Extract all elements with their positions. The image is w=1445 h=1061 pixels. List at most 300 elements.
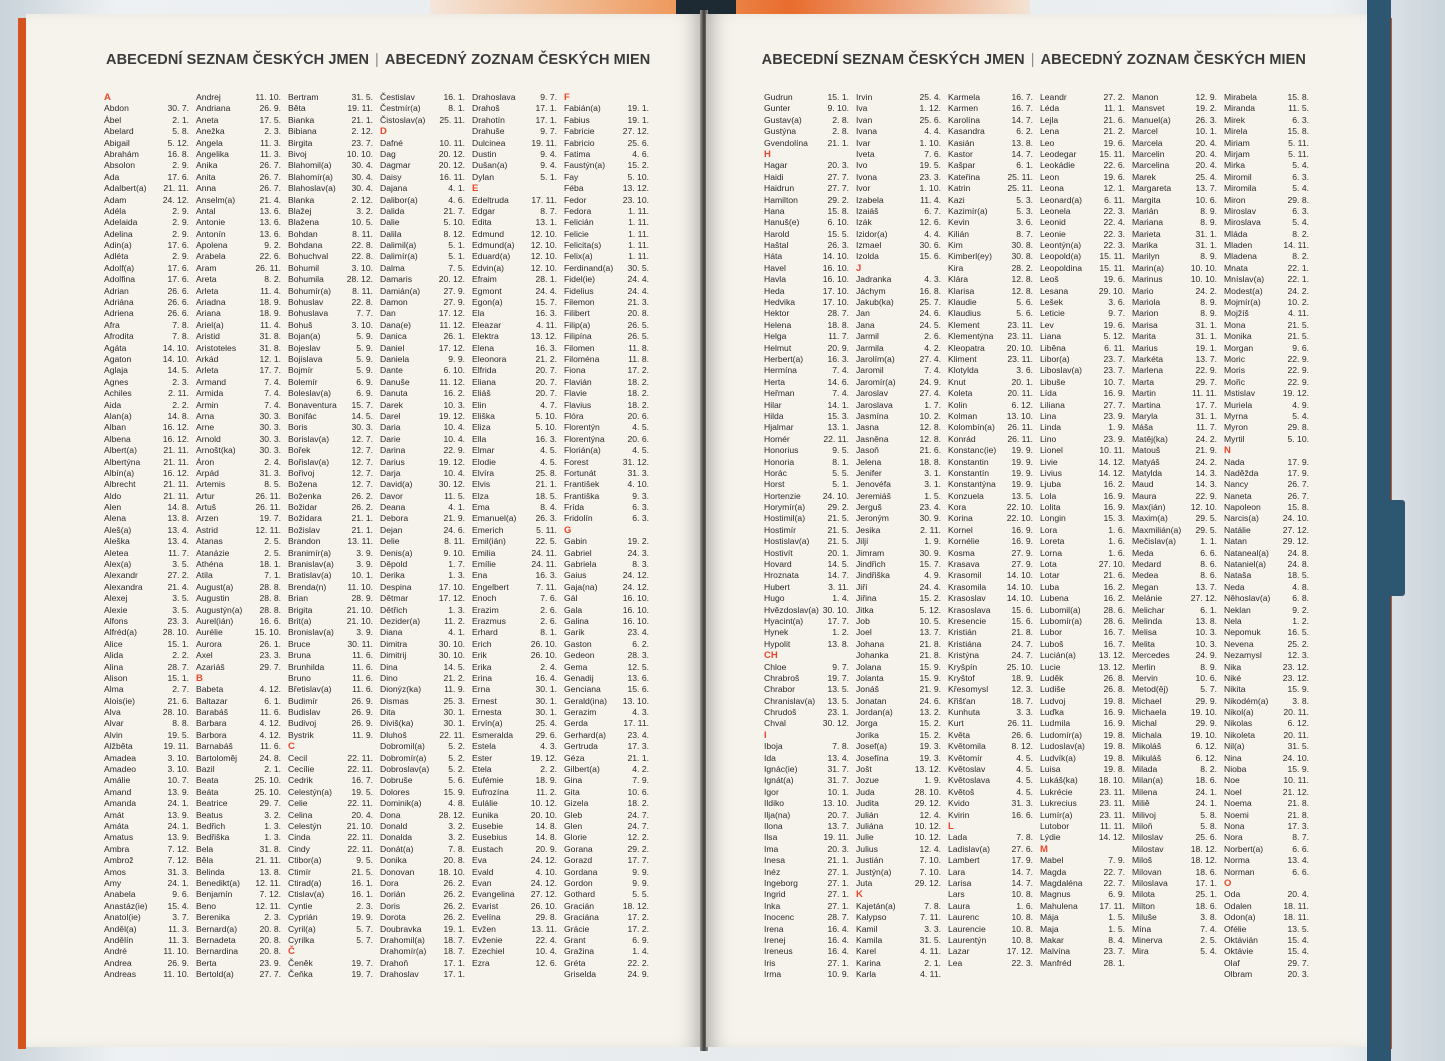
name-text: Iboja bbox=[764, 741, 783, 752]
name-entry bbox=[564, 798, 652, 809]
name-text: Edmund bbox=[472, 228, 505, 239]
name-entry bbox=[856, 411, 944, 422]
name-entry bbox=[380, 798, 468, 809]
name-entry bbox=[380, 525, 468, 536]
name-entry bbox=[1132, 787, 1220, 798]
name-day-date: 13. 5. bbox=[1287, 923, 1309, 934]
name-entry bbox=[856, 422, 944, 433]
name-text: Harold bbox=[764, 228, 790, 239]
name-entry bbox=[564, 889, 652, 900]
name-day-date: 13. 6. bbox=[259, 205, 281, 216]
name-text: Jelena bbox=[856, 456, 882, 467]
name-text: Fay bbox=[564, 171, 579, 182]
name-day-date: 5. 10. bbox=[535, 410, 557, 421]
name-day-date: 1. 5. bbox=[1108, 923, 1125, 934]
name-text: Herbert(a) bbox=[764, 353, 804, 364]
name-text: Arpád bbox=[196, 467, 219, 478]
name-day-date: 22. 7. bbox=[1103, 877, 1125, 888]
name-text: Adolfina bbox=[104, 274, 136, 285]
name-day-date: 12. 8. bbox=[919, 433, 941, 444]
name-day-date: 25. 11. bbox=[1007, 183, 1033, 194]
name-text: Lena bbox=[1040, 126, 1060, 137]
name-entry bbox=[104, 343, 192, 354]
name-text: Donát(a) bbox=[380, 843, 414, 854]
name-day-date: 6. 2. bbox=[632, 638, 649, 649]
name-day-date: 14. 7. bbox=[1011, 866, 1033, 877]
name-day-date: 10. 5. bbox=[351, 217, 373, 228]
name-day-date: 31. 5. bbox=[351, 92, 373, 102]
name-day-date: 13. 8. bbox=[259, 866, 281, 877]
name-column-5 bbox=[472, 92, 560, 969]
name-text: Davor bbox=[380, 490, 403, 501]
name-entry bbox=[380, 149, 468, 160]
name-day-date: 5. 10. bbox=[1287, 433, 1309, 444]
name-text: Nioba bbox=[1224, 764, 1247, 775]
name-entry bbox=[948, 844, 1036, 855]
name-text: Kilián bbox=[948, 228, 970, 239]
name-entry bbox=[196, 160, 284, 171]
name-entry bbox=[104, 160, 192, 171]
name-day-date: 30. 3. bbox=[259, 445, 281, 456]
name-text: Marta bbox=[1132, 376, 1154, 387]
name-text: Glen bbox=[564, 821, 583, 831]
name-entry bbox=[856, 718, 944, 729]
name-text: Dalibor(a) bbox=[380, 194, 418, 205]
name-entry bbox=[1132, 684, 1220, 695]
name-day-date: 31. 7. bbox=[827, 764, 849, 775]
name-entry bbox=[948, 274, 1036, 285]
name-entry bbox=[1224, 343, 1312, 354]
name-day-date: 30. 3. bbox=[259, 433, 281, 444]
name-entry bbox=[472, 513, 560, 524]
name-entry bbox=[856, 627, 944, 638]
name-text: Borislav(a) bbox=[288, 433, 330, 444]
name-text: Etela bbox=[472, 764, 492, 775]
name-text: Galina bbox=[564, 615, 589, 626]
name-day-date: 19. 9. bbox=[1011, 456, 1033, 467]
name-text: Laurenc bbox=[948, 912, 980, 923]
name-entry bbox=[564, 286, 652, 297]
name-entry bbox=[1132, 138, 1220, 149]
name-day-date: 11. 9. bbox=[352, 729, 373, 740]
name-entry bbox=[380, 821, 468, 832]
name-text: Maud bbox=[1132, 479, 1154, 490]
name-day-date: 15. 2. bbox=[919, 718, 941, 729]
name-day-date: 30. 1. bbox=[535, 695, 557, 706]
name-text: Dejan bbox=[380, 524, 403, 535]
name-entry bbox=[564, 878, 652, 889]
name-day-date: 15. 4. bbox=[1287, 946, 1309, 957]
name-day-date: 21. 6. bbox=[167, 695, 189, 706]
name-day-date: 31. 1. bbox=[1195, 319, 1217, 330]
name-day-date: 19. 12. bbox=[1282, 388, 1309, 399]
name-day-date: 26. 6. bbox=[167, 285, 189, 296]
name-day-date: 1. 3. bbox=[448, 604, 465, 615]
name-entry bbox=[1040, 229, 1128, 240]
name-entry bbox=[380, 229, 468, 240]
name-day-date: 22. 3. bbox=[1103, 228, 1125, 239]
name-day-date: 25. 6. bbox=[1195, 832, 1217, 843]
name-text: Ariadna bbox=[196, 297, 226, 308]
name-entry bbox=[288, 924, 376, 935]
name-entry bbox=[1132, 513, 1220, 524]
name-text: Dona bbox=[380, 809, 401, 820]
name-entry bbox=[1224, 616, 1312, 627]
name-day-date: 3. 5. bbox=[172, 604, 189, 615]
name-day-date: 11. 3. bbox=[260, 148, 281, 159]
name-entry bbox=[196, 787, 284, 798]
name-entry bbox=[856, 832, 944, 843]
name-column-1 bbox=[104, 92, 192, 980]
name-text: Gustav(a) bbox=[764, 114, 802, 125]
name-text: Josefína bbox=[856, 752, 889, 763]
name-entry bbox=[1132, 422, 1220, 433]
name-day-date: 20. 4. bbox=[1195, 137, 1217, 148]
name-day-date: 15. 8. bbox=[827, 205, 849, 216]
name-text: Jorika bbox=[856, 729, 879, 740]
name-day-date: 4. 11. bbox=[920, 969, 941, 980]
name-entry bbox=[196, 183, 284, 194]
name-day-date: 15. 8. bbox=[1287, 126, 1309, 137]
name-day-date: 19. 11. bbox=[531, 137, 557, 148]
name-entry bbox=[1224, 855, 1312, 866]
name-text: Bořek bbox=[288, 445, 311, 456]
name-entry bbox=[288, 570, 376, 581]
name-day-date: 28. 8. bbox=[259, 593, 281, 604]
name-text: Elena bbox=[472, 342, 494, 353]
name-day-date: 22. 8. bbox=[351, 251, 373, 262]
name-day-date: 19. 6. bbox=[1103, 274, 1125, 285]
name-day-date: 16. 10. bbox=[622, 593, 649, 604]
name-text: Haidrun bbox=[764, 183, 795, 194]
name-entry bbox=[564, 935, 652, 946]
name-day-date: 5. 1. bbox=[448, 240, 465, 251]
name-entry bbox=[1132, 889, 1220, 900]
name-text: Erhard bbox=[472, 627, 498, 638]
name-entry bbox=[764, 946, 852, 957]
name-day-date: 16. 9. bbox=[1011, 524, 1033, 535]
name-text: Malvína bbox=[1040, 946, 1071, 957]
name-entry bbox=[1224, 138, 1312, 149]
name-day-date: 21. 6. bbox=[919, 445, 941, 456]
name-day-date: 15. 1. bbox=[167, 638, 189, 649]
name-entry bbox=[380, 479, 468, 490]
name-entry bbox=[472, 787, 560, 798]
name-day-date: 21. 6. bbox=[1103, 114, 1125, 125]
name-entry bbox=[1132, 217, 1220, 228]
name-day-date: 18. 12. bbox=[1190, 855, 1217, 866]
name-entry bbox=[380, 616, 468, 627]
name-entry bbox=[104, 457, 192, 468]
name-entry bbox=[764, 832, 852, 843]
name-entry bbox=[472, 958, 560, 969]
name-day-date: 24. 11. bbox=[531, 547, 557, 558]
name-text: Gertruda bbox=[564, 741, 598, 752]
name-day-date: 4. 2. bbox=[632, 764, 649, 775]
name-entry bbox=[380, 582, 468, 593]
name-entry bbox=[1040, 741, 1128, 752]
name-text: Artemis bbox=[196, 479, 226, 490]
name-text: Anna bbox=[196, 183, 217, 194]
name-text: Konstantín bbox=[948, 467, 990, 478]
name-day-date: 6. 10. bbox=[827, 217, 849, 228]
name-text: Laurencie bbox=[948, 923, 986, 934]
name-day-date: 24. 9. bbox=[1195, 650, 1217, 661]
name-day-date: 26. 5. bbox=[627, 319, 649, 330]
name-entry bbox=[288, 115, 376, 126]
name-day-date: 22. 11. bbox=[823, 433, 849, 444]
name-day-date: 4. 4. bbox=[924, 126, 941, 137]
name-text: Gabriela bbox=[564, 559, 597, 570]
name-entry bbox=[948, 662, 1036, 673]
name-text: Koleta bbox=[948, 388, 973, 399]
name-text: Mladen bbox=[1224, 240, 1253, 251]
name-entry bbox=[196, 468, 284, 479]
name-entry bbox=[564, 388, 652, 399]
name-text: Adrian bbox=[104, 285, 129, 296]
name-day-date: 19. 1. bbox=[627, 114, 649, 125]
name-entry bbox=[196, 400, 284, 411]
name-entry bbox=[948, 525, 1036, 536]
name-entry bbox=[564, 867, 652, 878]
name-day-date: 1. 6. bbox=[1108, 524, 1125, 535]
name-text: Gerda bbox=[564, 718, 588, 729]
name-day-date: 16. 2. bbox=[1103, 593, 1125, 604]
name-day-date: 2. 8. bbox=[832, 126, 849, 137]
name-day-date: 17. 6. bbox=[167, 274, 189, 285]
name-day-date: 26. 5. bbox=[627, 331, 649, 342]
name-entry bbox=[1224, 115, 1312, 126]
name-entry bbox=[564, 513, 652, 524]
name-text: Oda bbox=[1224, 889, 1241, 900]
name-text: Dimitrij bbox=[380, 650, 407, 661]
name-entry bbox=[472, 570, 560, 581]
name-text: Anselm(a) bbox=[196, 194, 236, 205]
name-text: Dafné bbox=[380, 137, 403, 148]
name-day-date: 20. 4. bbox=[1195, 160, 1217, 171]
name-entry bbox=[1040, 650, 1128, 661]
name-entry bbox=[1224, 673, 1312, 684]
name-entry bbox=[1132, 92, 1220, 103]
name-text: Arleta bbox=[196, 285, 219, 296]
name-entry bbox=[948, 240, 1036, 251]
name-entry bbox=[856, 217, 944, 228]
name-entry bbox=[288, 195, 376, 206]
name-text: Myron bbox=[1224, 422, 1248, 433]
name-entry bbox=[948, 400, 1036, 411]
name-text: Ervín(a) bbox=[472, 718, 503, 729]
name-text: Maxim(a) bbox=[1132, 513, 1168, 524]
name-text: Alen bbox=[104, 502, 122, 513]
name-entry bbox=[288, 753, 376, 764]
name-text: Alban bbox=[104, 422, 126, 433]
name-text: Erina bbox=[472, 672, 493, 683]
name-text: Niké bbox=[1224, 672, 1242, 683]
name-day-date: 21. 11. bbox=[163, 479, 189, 490]
name-entry bbox=[1224, 901, 1312, 912]
name-day-date: 4. 1. bbox=[448, 183, 465, 194]
name-entry bbox=[948, 513, 1036, 524]
name-text: Eliza bbox=[472, 422, 491, 433]
name-day-date: 18. 6. bbox=[1195, 866, 1217, 877]
name-text: Modest(a) bbox=[1224, 285, 1263, 296]
name-text: Helga bbox=[764, 331, 787, 342]
pen-loop[interactable] bbox=[1375, 500, 1405, 596]
name-text: Krasoslav bbox=[948, 593, 986, 604]
name-text: Doris bbox=[380, 900, 401, 911]
name-entry bbox=[764, 365, 852, 376]
name-day-date: 20. 8. bbox=[627, 308, 649, 319]
name-day-date: 17. 1. bbox=[535, 114, 557, 125]
name-day-date: 13. 4. bbox=[167, 536, 189, 547]
name-day-date: 26. 7. bbox=[259, 160, 281, 171]
letter-heading: CH bbox=[764, 650, 778, 662]
name-entry bbox=[856, 297, 944, 308]
name-day-date: 23. 4. bbox=[919, 502, 941, 513]
name-entry bbox=[1132, 434, 1220, 445]
name-text: Eliška bbox=[472, 410, 495, 421]
name-entry bbox=[1040, 605, 1128, 616]
name-text: Gracián bbox=[564, 900, 595, 911]
name-text: Izmael bbox=[856, 240, 882, 251]
name-entry bbox=[948, 331, 1036, 342]
name-text: Ella bbox=[472, 433, 487, 444]
name-day-date: 21. 9. bbox=[1195, 445, 1217, 456]
name-entry bbox=[1040, 753, 1128, 764]
name-entry bbox=[1040, 457, 1128, 468]
name-entry bbox=[380, 536, 468, 547]
name-entry bbox=[196, 730, 284, 741]
name-day-date: 6. 3. bbox=[1292, 114, 1309, 125]
name-day-date: 1. 1. bbox=[1200, 536, 1217, 547]
name-entry bbox=[1132, 775, 1220, 786]
name-text: Makar bbox=[1040, 934, 1064, 945]
name-text: Miriam bbox=[1224, 137, 1250, 148]
name-day-date: 20. 12. bbox=[438, 274, 465, 285]
name-text: Krasoslava bbox=[948, 604, 991, 615]
name-day-date: 8. 4. bbox=[1108, 934, 1125, 945]
name-text: Aneta bbox=[196, 114, 219, 125]
name-entry bbox=[288, 479, 376, 490]
name-text: Bruce bbox=[288, 638, 311, 649]
name-text: Drahomír(a) bbox=[380, 946, 427, 957]
name-day-date: 16. 4. bbox=[827, 946, 849, 957]
name-day-date: 8. 8. bbox=[172, 718, 189, 729]
name-day-date: 16. 9. bbox=[1103, 490, 1125, 501]
name-text: Brit(a) bbox=[288, 615, 312, 626]
name-day-date: 8. 2. bbox=[1200, 764, 1217, 775]
name-text: Albert(a) bbox=[104, 445, 137, 456]
name-entry bbox=[764, 639, 852, 650]
name-text: Gudrun bbox=[764, 92, 793, 102]
name-entry bbox=[856, 286, 944, 297]
name-text: Norma bbox=[1224, 855, 1250, 866]
name-day-date: 2. 1. bbox=[172, 114, 189, 125]
name-day-date: 20. 4. bbox=[1287, 889, 1309, 900]
name-day-date: 6. 9. bbox=[632, 934, 649, 945]
name-day-date: 30. 6. bbox=[919, 240, 941, 251]
name-day-date: 14. 7. bbox=[1011, 148, 1033, 159]
name-entry bbox=[380, 115, 468, 126]
name-text: František bbox=[564, 479, 600, 490]
name-day-date: 11. 6. bbox=[352, 672, 373, 683]
name-entry bbox=[1132, 445, 1220, 456]
name-text: Mirek bbox=[1224, 114, 1246, 125]
name-entry bbox=[288, 468, 376, 479]
name-entry bbox=[288, 377, 376, 388]
name-entry bbox=[288, 855, 376, 866]
name-text: Jimram bbox=[856, 547, 885, 558]
name-text: Leonid bbox=[1040, 217, 1066, 228]
name-text: Kornélie bbox=[948, 536, 980, 547]
name-text: Ena bbox=[472, 570, 488, 581]
name-entry bbox=[856, 844, 944, 855]
name-entry bbox=[1040, 924, 1128, 935]
name-entry bbox=[764, 798, 852, 809]
name-day-date: 29. 6. bbox=[535, 729, 557, 740]
name-day-date: 17. 1. bbox=[443, 969, 465, 980]
name-day-date: 12. 5. bbox=[627, 661, 649, 672]
name-entry bbox=[288, 548, 376, 559]
name-day-date: 5. 5. bbox=[832, 467, 849, 478]
name-day-date: 20. 1. bbox=[1011, 376, 1033, 387]
name-entry bbox=[1224, 274, 1312, 285]
name-text: Milostav bbox=[1132, 843, 1164, 854]
letter-heading: L bbox=[948, 821, 954, 832]
name-entry bbox=[856, 707, 944, 718]
name-day-date: 19. 11. bbox=[347, 103, 373, 114]
name-text: Nikolas bbox=[1224, 718, 1253, 729]
name-day-date: 13. 5. bbox=[827, 684, 849, 695]
name-entry bbox=[1040, 491, 1128, 502]
name-entry bbox=[472, 855, 560, 866]
name-day-date: 2. 9. bbox=[172, 205, 189, 216]
name-day-date: 7. 10. bbox=[919, 866, 941, 877]
name-day-date: 11. 7. bbox=[168, 547, 189, 558]
name-text: Bořislav(a) bbox=[288, 456, 330, 467]
name-entry bbox=[1224, 491, 1312, 502]
name-day-date: 14. 12. bbox=[1098, 467, 1125, 478]
name-text: Anabela bbox=[104, 889, 136, 900]
name-day-date: 24. 2. bbox=[1287, 285, 1309, 296]
name-text: Medard bbox=[1132, 559, 1162, 570]
name-day-date: 14. 12. bbox=[1098, 456, 1125, 467]
name-day-date: 12. 7. bbox=[351, 433, 373, 444]
name-text: Lucie bbox=[1040, 661, 1061, 672]
name-day-date: 5. 2. bbox=[448, 741, 465, 752]
name-text: Agnes bbox=[104, 376, 129, 387]
name-text: Bohumil bbox=[288, 262, 320, 273]
right-page bbox=[706, 14, 1384, 1047]
name-text: Féba bbox=[564, 183, 584, 194]
name-text: Krasava bbox=[948, 559, 980, 570]
name-text: Genadij bbox=[564, 672, 594, 683]
name-entry bbox=[288, 513, 376, 524]
name-day-date: 2. 5. bbox=[1200, 934, 1217, 945]
name-text: Marisa bbox=[1132, 319, 1158, 330]
name-text: Gaius bbox=[564, 570, 587, 581]
name-entry bbox=[948, 195, 1036, 206]
name-entry bbox=[948, 502, 1036, 513]
name-day-date: 7. 8. bbox=[172, 319, 189, 330]
name-entry bbox=[856, 650, 944, 661]
name-text: Barabáš bbox=[196, 707, 229, 718]
name-entry bbox=[196, 901, 284, 912]
name-text: Leonie bbox=[1040, 228, 1066, 239]
name-day-date: 4. 12. bbox=[259, 718, 281, 729]
name-text: Doubravka bbox=[380, 923, 422, 934]
name-day-date: 25. 4. bbox=[1195, 171, 1217, 182]
